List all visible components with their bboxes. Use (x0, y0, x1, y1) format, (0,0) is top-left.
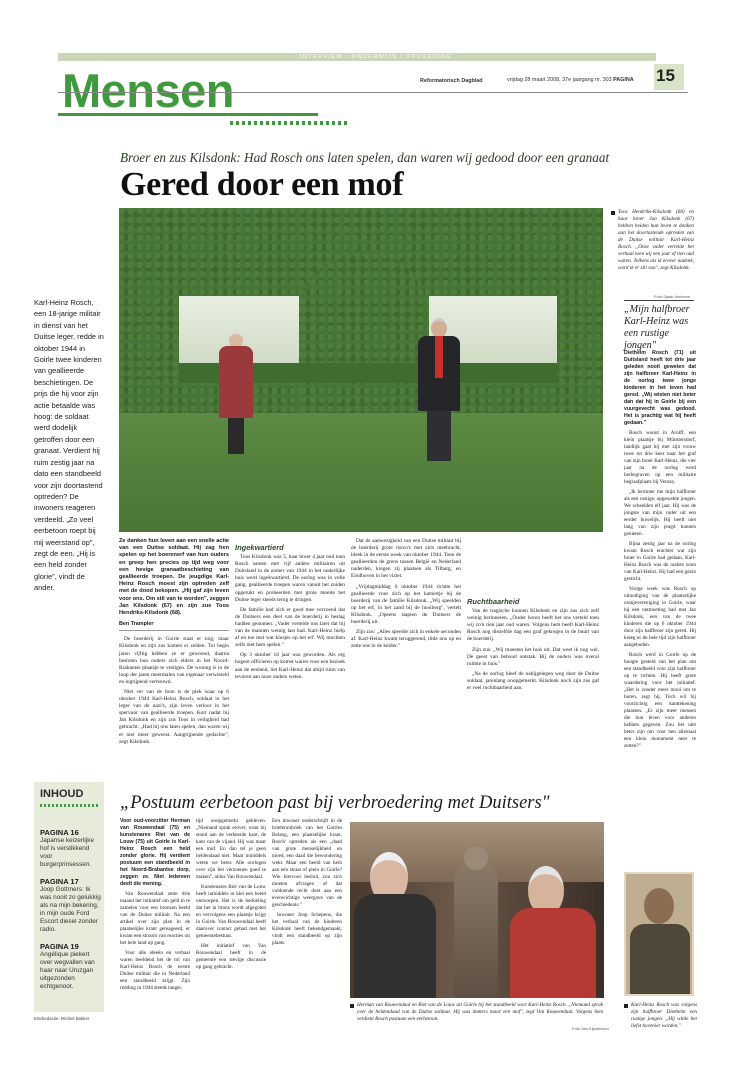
col4-paragraph: „Na de oorlog bleef de nabijgelegen weg door de Duitse soldaat, jarenlang onopgemerkt. Kilsdonk noch zijn zus gaf er veel ruchtbaarheid aan. (467, 670, 599, 692)
inhoud-text: Joop Gottmers: Ik was nooit zo gelukkig als na mijn bekering, in mijn oude Ford Escort diesel zonder radio. (40, 886, 101, 933)
byline: Ben Trampler (119, 621, 229, 631)
photo-caption-bullet (611, 211, 615, 215)
inhoud-item[interactable] (40, 942, 102, 991)
second-headline: „Postuum eerbetoon past bij verbroedering met Duitsers" (120, 793, 550, 813)
inhoud-item[interactable] (40, 828, 102, 869)
second-col2-paragraph: Het initiatief van Van Rouwendaal heeft in de gemeente een stevige discussie op gang gebracht. (196, 943, 266, 970)
pagina-label: PAGINA (613, 77, 634, 83)
inhoud-editor: Eindredactie: Michiel Bakker (34, 1016, 90, 1021)
col4-paragraph: Van de tragische kunnen Kilsdonk en zijn zus zich zelf weinig herinneren. „Ouder horen heeft het ons verteld toen wij zo'n tien jaar oud waren. Volgens hem heeft Karl-Heinz Rosch nog diezelfde dag een graf gekregen in de buurt van de boerderij. (467, 608, 599, 643)
col3-paragraph: Dat de aanwezigheid van een Duitse militair bij de boerderij grote risico's met zich meebracht, bleek in de eerste week van oktober 1944. Toen de geallieerden de grens tussen België en Nederland naderden, kregen zij plaatsen als Tilburg, en Eindhoven in het vizier. (351, 538, 461, 580)
headline: Gered door een mof (120, 166, 404, 203)
second-photo-caption: Herman van Rouwendaal en Riet van de Louw uit Goirle bij het standbeeld voor Karl-Heinz Rosch. „Niemand sprak over de heldendaad van de Duitse soldaat. Hij was immers maar een mof", zegt Van Rouwendaal. Volgens hem verdient Rosch postuum een eerbetoon. (357, 1002, 603, 1022)
quote-rule-top (624, 300, 694, 301)
col1-paragraph: De boerderij in Goirle staat er nog, maar Kilsdonk en zijn zus komen er zelden. Tot begin jaren vijftig hebben ze er gewoond, daarna besloten hun ouders zich elders in het Noord-Brabantse plaatsje te vestigen. De woning is in de loop der jaren meermalen van eigenaar verwisseld en ingrijpend verbouwd. (119, 636, 229, 685)
portrait-bullet (624, 1004, 628, 1008)
dateline-text: vrijdag 28 maart 2008, 37e jaargang nr. 303 (507, 77, 612, 83)
kicker: Broer en zus Kilsdonk: Had Rosch ons laten spelen, dan waren wij gedood door een granaat (120, 150, 610, 165)
body-col-3 (351, 538, 461, 653)
col3-paragraph: Zijn zus: „Alles speelde zich in enkele seconden af. Karl-Heinz kwam teruggerend, tilde ons op en zette ons in de kelder." (351, 629, 461, 650)
man-legs (427, 411, 451, 461)
photo-lawn (119, 413, 603, 532)
right-paragraph: Rosch werd in Goirle op de hoogte gesteld van het plan om een standbeeld voor zijn halfbroer op te richten. Hij heeft grote waardering voor het initiatief. „Het is zonder meer mooi om te horen, zegt hij. Toch wil hij voorzichtig een kanttekening plaatsen. „Er zijn meer mensen die hun leven voor anderen hebben gegeven. Zou het niet beter zijn om voor hen allemaal een klein monument neer te zetten?" (624, 652, 696, 749)
statue-figure (454, 862, 498, 998)
second-col-1 (120, 818, 190, 995)
right-paragraph: „Ik herinner me mijn halfbroer als een rustige, opgewekte jongen. We scheelden elf jaar. Hij was de jongste van mijn vader uit een eerder huwelijk. Hij heeft niet lang van zijn jeugd kunnen genieten. (624, 489, 696, 537)
second-col3-paragraph: Een inwoner onderschrijft in de briefenrubriek van het Goirles Belang, een plaatselijke krant, Rosch' optreden als een „daad van grote menselijkheid en moed, een daad die bewondering wekt. Maar een beeld van hem aan een straat of plein in Goirle? Wie hiervoor besluit, zou zich moeten afvragen of dat voldoende recht doet aan een evenwichtige weergave van de geschiedenis." (272, 818, 342, 908)
right-column (624, 350, 696, 753)
right-paragraph: Vorige week was Rosch op uitnodiging van de plaatselijke oranjevereniging in Goirle, waar hij een ontmoeting had met Jan Kilsdonk, een van de twee kinderen die op 6 oktober 1944 door zijn halfbroer zijn gered. Hij kreeg er de hele tijd zijn halfbroer aangeboden. (624, 586, 696, 648)
right-paragraph: Bijna zestig jaar na de oorlog kwam Rosch erachter wat zijn broer in Goirle had gedaan. Karl-Heinz Rosch was de oudste zoon van Karl-Heinz. Hij had een gezin gesticht. (624, 541, 696, 582)
inhoud-title: INHOUD (40, 788, 84, 800)
woman-figure (216, 330, 256, 460)
second-col2-paragraph: Kunstenares Riet van de Louw heeft inmiddels in klei een beeld ontworpen. Het is de bedoeling dat het in brons wordt afgegoten en vervolgens een plaatsje krijgt in Goirle. Van Rouwendaal heeft daarover contact gehad met het gemeentebestuur. (196, 884, 266, 939)
header (0, 0, 738, 140)
photo-caption: Toos Hendriks-Kilsdonk (68) en haar broer Jan Kilsdonk (67) hebben beiden hun leven te danken aan het doortastende optreden van de Duitse militair Karl-Heinz Rosch. „Onze vader vertelde het verhaal toen wij een jaar of tien oud waren. Telkens als ik erover nadenk, word ik er stil van", zegt Kilsdonk. (618, 209, 694, 271)
second-photo (350, 822, 604, 998)
woman-coat (219, 346, 253, 418)
right-paragraph: Rosch woont in Arolff, een klein plaatsje bij Münstersdorf, landlijk gaat hij met zijn vrouw twee tot drie keer naar het graf van zijn broer Karl-Heinz, die vier jaar na de oorlog werd herbegraven op een militaire begraafplaats bij Venray. (624, 430, 696, 485)
inhoud-text: Japanse keizerlijke hof is verstikkend voor burgerprinsessen. (40, 837, 94, 868)
second-col3-paragraph: Inwoner Joop Schepens, die het verhaal van de kinderen Kilsdonk heeft bekendgemaakt, vindt een standbeeld op zijn plaats. (272, 912, 342, 946)
inhoud-dots (40, 804, 98, 807)
statue-head (464, 846, 488, 870)
pull-quote: „Mijn halfbroer Karl-Heinz was een rustige jongen" (624, 304, 690, 351)
portrait-uniform (630, 924, 690, 996)
inhoud-item[interactable] (40, 877, 102, 934)
header-rule (58, 92, 688, 93)
col2-paragraph: Toos Kilsdonk was 5, haar broer 4 jaar oud toen Rosch samen met vijf andere militairen uit Duitsland in de zomer van 1944 in het ouderlijke huis werd ingekwartierd. De oorlog was in volle gang, geallieerde troepen waren vanuit het zuiden opgerukt en probeerden met grote moeite het Duitse leger steeds terug te dringen. (235, 554, 345, 603)
portrait-head (644, 888, 674, 924)
inhoud-box (34, 782, 104, 1012)
portrait-photo (624, 872, 694, 996)
older-woman-body (510, 908, 596, 998)
sidebar-intro: Karl-Heinz Rosch, een 18-jarige militair in dienst van het Duitse leger, redde in oktober 1944 in Goirle twee kinderen van geallieerde beschietingen. De prijs die hij voor zijn actie betaalde was hoog: de soldaat werd dodelijk getroffen door een granaat. Verdient hij ruim zestig jaar na dato een standbeeld voor zijn doortastend optreden? De inwoners reageren verdeeld. „Zo veel eerbetoon roept bij mij weerstand op", zegt de een. „Hij is een held zonder glorie", vindt de ander. (34, 298, 104, 593)
title-underline-dots (230, 121, 350, 125)
col1-paragraph: Niet ver van de bron is de plek waar op 6 oktober 1944 Karl-Heinz Rosch, soldaat in het leger van de nazi's, zijn leven verloor in het spervuur van geallieerde troepen. Kort nadat hij Jan Kilsdonk en zijn zus Toos in veiligheid had gebracht. „Had hij ons laten spelen, dan waren wij er niet meer geweest. Aangrijpende gedachte", zegt Kilsdonk. (119, 688, 229, 745)
subheading-ruchtbaarheid: Ruchtbaarheid (467, 597, 520, 606)
body-col-2 (235, 538, 345, 684)
older-man-body (354, 894, 436, 998)
second-photo-bullet (350, 1004, 354, 1008)
col2-paragraph: Op 3 oktober 18 jaar was geworden. Als erg hogere officieren op komst waren voor een bezoek aan de eenheid, liet Karl-Heinz dat altijd ruim van tevoren aan onze ouders weten. (235, 652, 345, 680)
col2-paragraph: De familie had zich er goed mee verzoend dat de Duitsers een deel van de boerderij in beslag hadden genomen. „Vader vertelde ons later dat hij van de mannen weinig last had. Karl-Heinz hielp af en toe met wat klusjes op het erf. Wij mochten zelfs met hem spelen." (235, 606, 345, 649)
section-title: Mensen (62, 64, 234, 117)
dateline (507, 77, 634, 83)
second-col-2 (196, 818, 266, 974)
man-head (431, 318, 447, 338)
section-bar-label: INTERVIEW / ONDERWIJS / OPVOEDING (300, 54, 453, 60)
woman-legs (228, 418, 244, 454)
second-lead: Voor oud-voorzitter Herman van Rouwendaal (75) en kunstenares Riet van de Louw (75) uit Goirle is Karl-Heinz Rosch een held zonder glorie. Hij verdient postuum een standbeeld in het Noord-Brabantse dorp, zeggen ze. Niet iedereen deelt die mening. (120, 818, 190, 887)
portrait-caption: Karl-Heinz Rosch was volgens zijn halfbroer Diethelm een rustige jongen. „Hij wilde het liefst hovenier worden." (631, 1002, 697, 1029)
inhoud-text: Angélique piekert over wegvallen van haar naar Uruzgan uitgezonden echtgenoot. (40, 951, 95, 990)
right-lead: Diethelm Rosch (71) uit Duitsland heeft tot drie jaar geleden nooit geweten dat zijn halfbroer Karl-Heinz in de oorlog twee jonge kinderen in het leven had gered. „Wij wisten niet beter dan dat hij in Goirle bij een vuurgevecht was gedood. Het is prachtig wat hij heeft gedaan." (624, 350, 696, 426)
body-col-4 (467, 538, 599, 695)
second-col1-paragraph: Van Rouwendaal zette drie maand het initiatief om geld in te zamelen voor een bronzen beeld van de Duitse militair. Na een artikel over zijn plan in de plaatselijke krant gereageerd, er kwam een stroom van reacties uit het hele land op gang. (120, 891, 190, 946)
subheading-ingekwartierd: Ingekwartierd (235, 543, 284, 552)
inhoud-page: PAGINA 17 (40, 877, 79, 886)
second-col-3 (272, 818, 342, 950)
main-photo (119, 208, 603, 532)
inhoud-list (40, 828, 102, 991)
man-scarf (435, 336, 443, 378)
man-figure (416, 318, 462, 468)
second-col2-paragraph: tijd onopgemerkt gebleven. „Niemand sprak erover, want hij stond aan de verkeerde kant, de kant van de vijand. Hij was maar een mof. En dan tel je geen heldendaad niet. Maar inmiddels weten we beter. Alle oorlogen over zijn het verzoenen goed te maken", aldus Van Rouwendaal. (196, 818, 266, 880)
newspaper-name: Reformatorisch Dagblad (420, 78, 483, 84)
second-col1-paragraph: Voor alle ideeën en verhaal waren beeldend het de rol van Karl-Heinz Rosch de eerste Duitse militair die in Nederland een standbeeld krijgt. Zijn redding in 1944 steeds langer. (120, 950, 190, 991)
page-number: 15 (656, 66, 675, 85)
col3-paragraph: „Vrijdagmiddag 6 oktober 1944 richtte het geallieerde vuur zich op het kamertje bij de boerderij van de familie Kilsdonk. „Wij speelden op het erf, in het zand bij de hooiberg", vertelt Kilsdonk. „Opeens stapten de Duitsers de boerderij uit. (351, 583, 461, 626)
photo-credit: Foto Sjaak Verboom (654, 294, 691, 299)
lead-paragraph: Ze danken hun leven aan een snelle actie van een Duitse soldaat. Hij zag hen spelen op het boerenerf van hun ouders en greep hen precies op tijd weg voor een hevige granaatbeschieting van geallieerde troepen. De jeugdige Karl-Heinz Rosch moest zijn optreden zelf met de dood bekopen. „Hij gaf zijn leven voor ons. Om stil van te worden", zeggen Jan Kilsdonk (67) en zijn zus Toos Hendriks-Kilsdonk (68). (119, 538, 229, 617)
col4-paragraph: Zijn zus: „Wij moesten het huis uit. Dat weet ik nog wel. De geest van behoud ontstak. Bij de ouders was overal ruimte in huis." (467, 646, 599, 667)
body-col-1 (119, 538, 229, 749)
second-photo-credit: Foto Van Eijndhoven (572, 1026, 609, 1031)
inhoud-page: PAGINA 16 (40, 828, 79, 837)
inhoud-page: PAGINA 19 (40, 942, 79, 951)
